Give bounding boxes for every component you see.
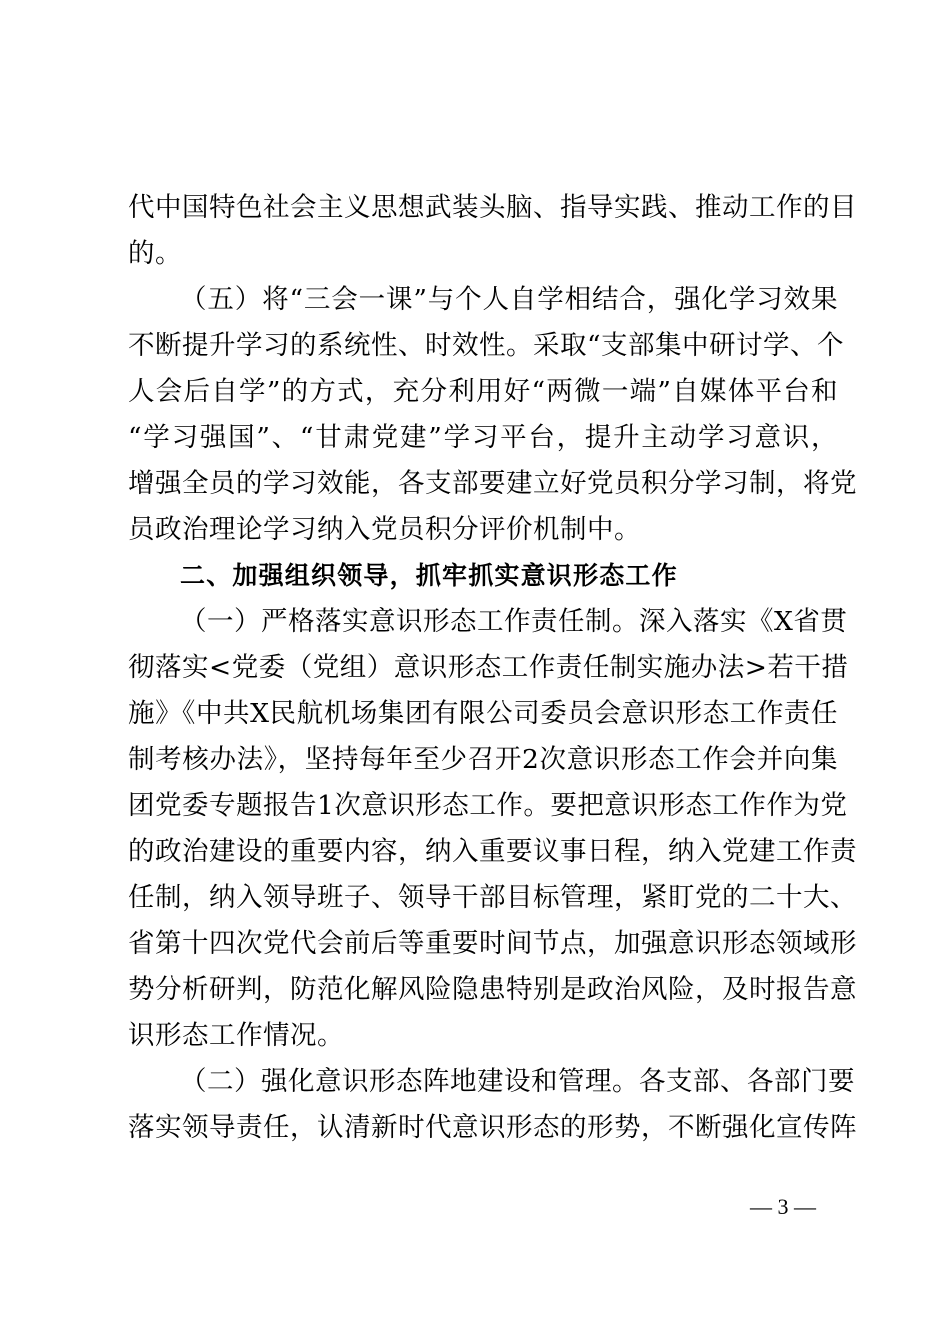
- body-text-line: 彻落实<党委（党组）意识形态工作责任制实施办法>若干措: [128, 652, 849, 683]
- section-heading: 二、加强组织领导，抓牢抓实意识形态工作: [180, 561, 678, 590]
- body-text-line: 的政治建设的重要内容，纳入重要议事日程，纳入党建工作责: [128, 836, 857, 867]
- body-text-line: 增强全员的学习效能，各支部要建立好党员积分学习制，将党: [128, 468, 857, 499]
- body-text-line: 省第十四次党代会前后等重要时间节点，加强意识形态领域形: [128, 928, 857, 959]
- body-text-line: 人会后自学”的方式，充分利用好“两微一端”自媒体平台和: [128, 376, 838, 407]
- body-text-line: 代中国特色社会主义思想武装头脑、指导实践、推动工作的目: [128, 192, 857, 223]
- body-text-line: 识形态工作情况。: [128, 1020, 344, 1051]
- body-text-line: 制考核办法》，坚持每年至少召开2次意识形态工作会并向集: [128, 744, 838, 775]
- body-text-line: 的。: [128, 238, 182, 269]
- body-text-line: 势分析研判，防范化解风险隐患特别是政治风险，及时报告意: [128, 974, 857, 1005]
- paragraph-first-line: （五）将“三会一课”与个人自学相结合，强化学习效果: [180, 284, 838, 315]
- body-text-line: 施》《中共X民航机场集团有限公司委员会意识形态工作责任: [128, 698, 838, 729]
- body-text-line: 任制，纳入领导班子、领导干部目标管理，紧盯党的二十大、: [128, 882, 857, 913]
- page-number: — 3 —: [750, 1194, 816, 1219]
- body-text-line: 团党委专题报告1次意识形态工作。要把意识形态工作作为党: [128, 790, 848, 821]
- body-text-line: 不断提升学习的系统性、时效性。采取“支部集中研讨学、个: [128, 330, 845, 361]
- body-text-line: 员政治理论学习纳入党员积分评价机制中。: [128, 514, 641, 545]
- body-text-line: 落实领导责任，认清新时代意识形态的形势，不断强化宣传阵: [128, 1112, 857, 1143]
- paragraph-first-line: （二）强化意识形态阵地建设和管理。各支部、各部门要: [180, 1066, 855, 1097]
- body-text-line: “学习强国”、“甘肃党建”学习平台，提升主动学习意识，: [128, 422, 838, 453]
- paragraph-first-line: （一）严格落实意识形态工作责任制。深入落实《X省贯: [180, 606, 848, 637]
